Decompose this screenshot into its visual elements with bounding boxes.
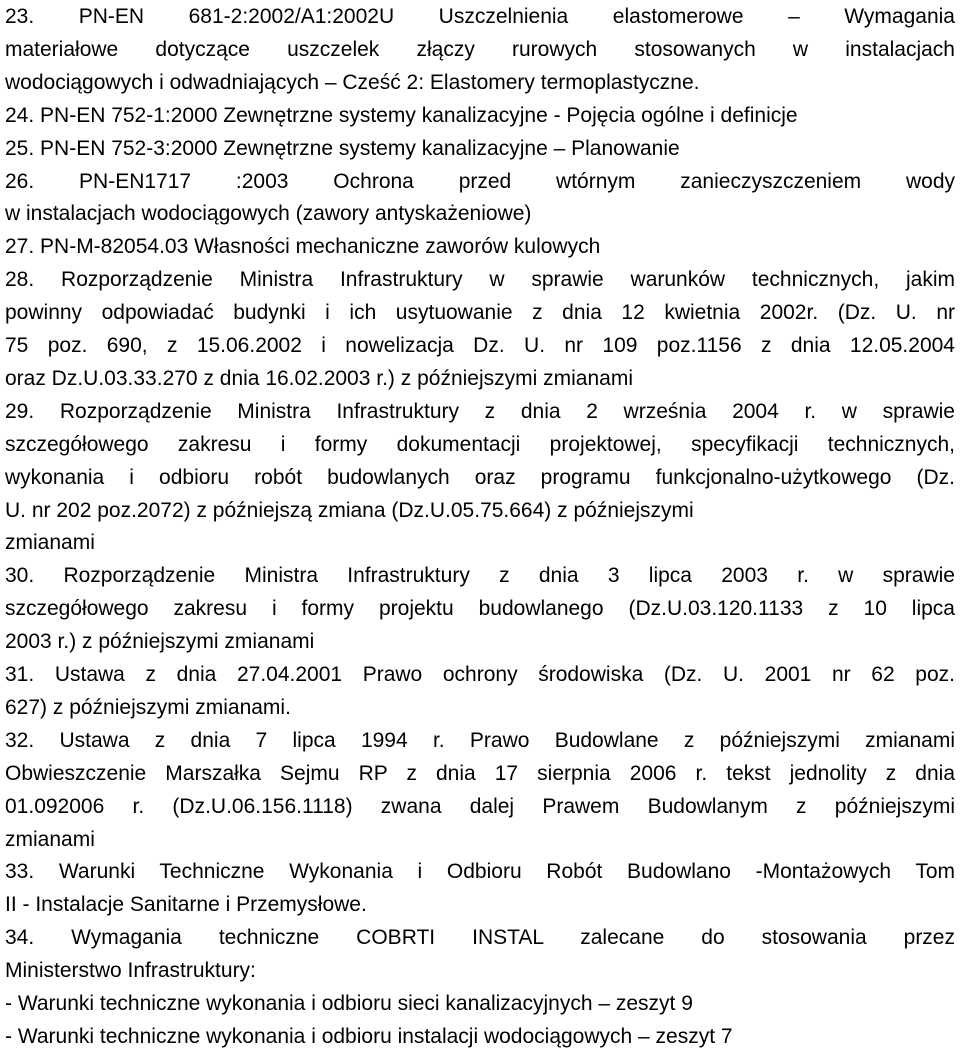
text-line: w instalacjach wodociągowych (zawory antyskażeniowe)	[5, 202, 532, 226]
text-line: Obwieszczenie Marszałka Sejmu RP z dnia 17 sierpnia 2006 r. tekst jednolity z dnia	[5, 761, 955, 785]
text-line: oraz Dz.U.03.33.270 z dnia 16.02.2003 r.) z późniejszymi zmianami	[5, 366, 633, 390]
text-line: materiałowe dotyczące uszczelek złączy rurowych stosowanych w instalacjach	[5, 37, 955, 61]
text-line: 33. Warunki Techniczne Wykonania i Odbioru Robót Budowlano -Montażowych Tom	[5, 860, 955, 884]
text-line: - Warunki techniczne wykonania i odbioru sieci kanalizacyjnych – zeszyt 9	[5, 992, 693, 1015]
text-line: U. nr 202 poz.2072) z późniejszą zmiana (Dz.U.05.75.664) z późniejszymi	[5, 498, 694, 522]
text-line: - Warunki techniczne wykonania i odbioru instalacji wodociągowych – zeszyt 7	[5, 1024, 733, 1048]
text-line: 2003 r.) z późniejszymi zmianami	[5, 630, 315, 654]
text-line: Ministerstwo Infrastruktury:	[5, 959, 256, 983]
text-line: 30. Rozporządzenie Ministra Infrastruktury z dnia 3 lipca 2003 r. w sprawie	[5, 564, 955, 588]
text-line: 627) z późniejszymi zmianami.	[5, 695, 291, 719]
text-line: 32. Ustawa z dnia 7 lipca 1994 r. Prawo Budowlane z późniejszymi zmianami	[5, 728, 955, 752]
text-line: 25. PN-EN 752-3:2000 Zewnętrzne systemy kanalizacyjne – Planowanie	[5, 136, 680, 160]
text-line: powinny odpowiadać budynki i ich usytuowanie z dnia 12 kwietnia 2002r. (Dz. U. nr	[5, 301, 955, 325]
text-line: 29. Rozporządzenie Ministra Infrastruktury z dnia 2 września 2004 r. w sprawie	[5, 399, 955, 423]
text-line: wodociągowych i odwadniających – Cześć 2: Elastomery termoplastyczne.	[5, 70, 700, 94]
text-line: zmianami	[5, 827, 95, 851]
text-line: 75 poz. 690, z 15.06.2002 i nowelizacja Dz. U. nr 109 poz.1156 z dnia 12.05.2004	[5, 334, 955, 357]
text-line: 24. PN-EN 752-1:2000 Zewnętrzne systemy kanalizacyjne - Pojęcia ogólne i definicje	[5, 103, 798, 127]
text-line: wykonania i odbioru robót budowlanych oraz programu funkcjonalno-użytkowego (Dz.	[5, 465, 955, 489]
text-line: 27. PN-M-82054.03 Własności mechaniczne zaworów kulowych	[5, 235, 601, 259]
text-line: 31. Ustawa z dnia 27.04.2001 Prawo ochrony środowiska (Dz. U. 2001 nr 62 poz.	[5, 663, 955, 686]
text-line: zmianami	[5, 531, 95, 555]
text-line: 26. PN-EN1717 :2003 Ochrona przed wtórnym zanieczyszczeniem wody	[5, 169, 955, 193]
text-line: 01.092006 r. (Dz.U.06.156.1118) zwana dalej Prawem Budowlanym z późniejszymi	[5, 794, 955, 818]
text-line: szczegółowego zakresu i formy projektu budowlanego (Dz.U.03.120.1133 z 10 lipca	[5, 597, 955, 621]
text-line: 23. PN-EN 681-2:2002/A1:2002U Uszczelnienia elastomerowe – Wymagania	[5, 5, 955, 28]
text-line: 28. Rozporządzenie Ministra Infrastruktury w sprawie warunków technicznych, jakim	[5, 268, 955, 292]
text-line: 34. Wymagania techniczne COBRTI INSTAL zalecane do stosowania przez	[5, 926, 955, 950]
text-line: szczegółowego zakresu i formy dokumentacji projektowej, specyfikacji technicznych,	[5, 432, 955, 456]
text-line: II - Instalacje Sanitarne i Przemysłowe.	[5, 893, 367, 917]
